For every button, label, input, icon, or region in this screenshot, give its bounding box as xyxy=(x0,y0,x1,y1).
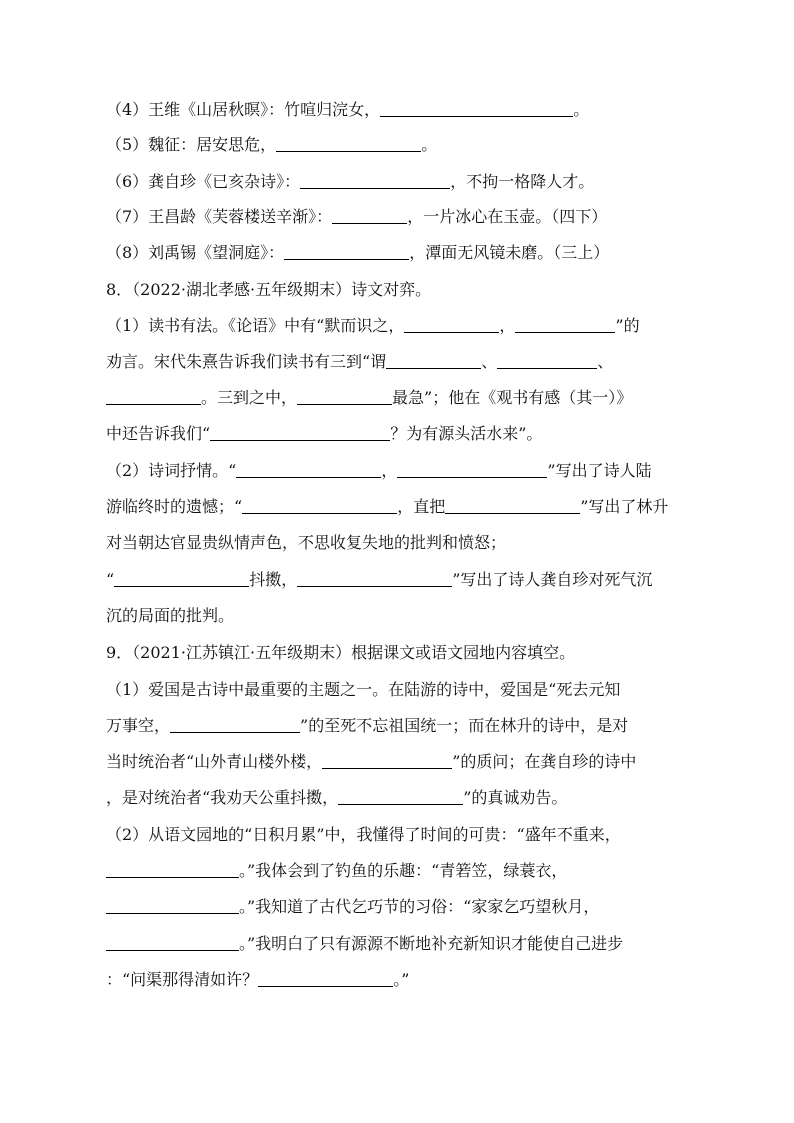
q8-p1-line4 xyxy=(106,424,542,444)
q7-item-4-end: 。 xyxy=(573,100,590,119)
q7-item-7 xyxy=(106,207,607,227)
q8-header-text: 8．（2022·湖北孝感·五年级期末）诗文对弈。 xyxy=(106,280,432,299)
text: 最急”；他在《观书有感（其一）》 xyxy=(392,388,633,407)
text: 对当朝达官显贵纵情声色，不思收复失地的批判和愤怒； xyxy=(106,533,507,552)
q8-p2-blank-1[interactable] xyxy=(236,461,381,478)
text: ”的真诚劝告。 xyxy=(463,788,568,807)
text: 中还告诉我们“ xyxy=(106,424,211,443)
q8-p1-blank-3[interactable] xyxy=(386,352,481,369)
q8-p1-blank-5[interactable] xyxy=(106,388,201,405)
text: ， xyxy=(381,461,398,480)
text: ”写出了林升 xyxy=(580,497,669,516)
text: ”的质问；在龚自珍的诗中 xyxy=(452,752,637,771)
q8-p2-line2 xyxy=(106,497,668,517)
q8-p2-line4 xyxy=(106,570,652,590)
q8-p1-blank-7[interactable] xyxy=(210,424,390,441)
text: 。” xyxy=(393,970,410,989)
q8-p2-line5 xyxy=(106,606,234,626)
text: 当时统治者“山外青山楼外楼， xyxy=(106,752,323,771)
q9-p2-line4 xyxy=(106,934,623,954)
q9-p1-blank-3[interactable] xyxy=(338,788,463,805)
text: （1）爱国是古诗中最重要的主题之一。在陆游的诗中，爱国是“死去元知 xyxy=(106,680,621,699)
q9-p1-line3 xyxy=(106,752,636,772)
q9-p1-blank-2[interactable] xyxy=(322,752,452,769)
q8-p2-blank-3[interactable] xyxy=(242,497,397,514)
q7-item-4-blank[interactable] xyxy=(380,100,573,117)
q8-p2-line3 xyxy=(106,533,506,553)
q7-item-8 xyxy=(106,243,609,263)
q9-p1-line2 xyxy=(106,716,628,736)
q7-item-7-end: ，一片冰心在玉壶。（四下） xyxy=(407,207,608,226)
text: ？为有源头活水来”。 xyxy=(390,424,543,443)
text: 、 xyxy=(481,352,498,371)
q8-p2-blank-5[interactable] xyxy=(114,570,249,587)
text: （2）从语文园地的“日积月累”中，我懂得了时间的可贵：“盛年不重来， xyxy=(106,825,621,844)
q8-p2-blank-6[interactable] xyxy=(297,570,452,587)
q9-p2-line2 xyxy=(106,861,567,881)
q8-header xyxy=(106,280,431,300)
q9-p2-blank-1[interactable] xyxy=(106,861,239,878)
text: 沉的局面的批判。 xyxy=(106,606,235,625)
q9-p2-blank-3[interactable] xyxy=(106,934,239,951)
q9-p2-blank-2[interactable] xyxy=(106,897,239,914)
q8-p2-blank-4[interactable] xyxy=(445,497,580,514)
text: 抖擞， xyxy=(249,570,298,589)
q7-item-6-blank[interactable] xyxy=(300,172,450,189)
q8-p1-blank-6[interactable] xyxy=(297,388,392,405)
q7-item-5-end: 。 xyxy=(421,135,438,154)
q7-item-5 xyxy=(106,135,437,155)
text: ：“问渠那得清如许？ xyxy=(106,970,259,989)
q9-p1-line1 xyxy=(106,680,620,700)
text: 游临终时的遗憾；“ xyxy=(106,497,243,516)
q7-item-8-end: ，潭面无风镜未磨。（三上） xyxy=(409,243,610,262)
q9-p2-line3 xyxy=(106,897,599,917)
q9-p2-blank-4[interactable] xyxy=(258,970,393,987)
q9-p1-blank-1[interactable] xyxy=(170,716,300,733)
text: ，直把 xyxy=(397,497,446,516)
q9-header xyxy=(106,643,575,663)
text: 劝言。宋代朱熹告诉我们读书有三到“谓 xyxy=(106,352,387,371)
q8-p1-line3 xyxy=(106,388,632,408)
text: ， xyxy=(499,316,516,335)
text: （2）诗词抒情。“ xyxy=(106,461,237,480)
text: ”的至死不忘祖国统一；而在林升的诗中，是对 xyxy=(300,716,629,735)
q8-p2-line1 xyxy=(106,461,652,481)
text: ，是对统治者“我劝天公重抖擞， xyxy=(106,788,339,807)
q8-p1-blank-4[interactable] xyxy=(497,352,597,369)
q8-p1-blank-2[interactable] xyxy=(515,316,615,333)
q7-item-5-text: （5）魏征：居安思危， xyxy=(106,135,277,154)
q9-p2-line5 xyxy=(106,970,409,990)
q8-p1-line1 xyxy=(106,316,640,336)
q9-header-text: 9．（2021·江苏镇江·五年级期末）根据课文或语文园地内容填空。 xyxy=(106,643,576,662)
q7-item-8-blank[interactable] xyxy=(284,243,409,260)
text: ”写出了诗人陆 xyxy=(547,461,652,480)
text: 。”我知道了古代乞巧节的习俗：“家家乞巧望秋月， xyxy=(239,897,600,916)
text: 、 xyxy=(597,352,614,371)
q7-item-4-text: （4）王维《山居秋暝》：竹喧归浣女， xyxy=(106,100,381,119)
q8-p2-blank-2[interactable] xyxy=(397,461,547,478)
q8-p1-line2 xyxy=(106,352,613,372)
text: 。”我明白了只有源源不断地补充新知识才能使自己进步 xyxy=(239,934,624,953)
text: ”的 xyxy=(615,316,640,335)
text: 。三到之中， xyxy=(201,388,298,407)
text: （1）读书有法。《论语》中有“默而识之， xyxy=(106,316,405,335)
q7-item-6-text: （6）龚自珍《已亥杂诗》： xyxy=(106,172,301,191)
text: ”写出了诗人龚自珍对死气沉 xyxy=(452,570,653,589)
text: 万事空， xyxy=(106,716,171,735)
q7-item-7-blank[interactable] xyxy=(332,207,407,224)
text: “ xyxy=(106,570,115,589)
q7-item-5-blank[interactable] xyxy=(276,135,421,152)
text: 。”我体会到了钓鱼的乐趣：“青箬笠，绿蓑衣， xyxy=(239,861,568,880)
q8-p1-blank-1[interactable] xyxy=(404,316,499,333)
q7-item-4 xyxy=(106,100,589,120)
q9-p2-line1 xyxy=(106,825,621,845)
q7-item-6 xyxy=(106,172,594,192)
q9-p1-line4 xyxy=(106,788,567,808)
q7-item-7-text: （7）王昌龄《芙蓉楼送辛渐》： xyxy=(106,207,333,226)
q7-item-6-end: ，不拘一格降人才。 xyxy=(450,172,595,191)
q7-item-8-text: （8）刘禹锡《望洞庭》： xyxy=(106,243,285,262)
